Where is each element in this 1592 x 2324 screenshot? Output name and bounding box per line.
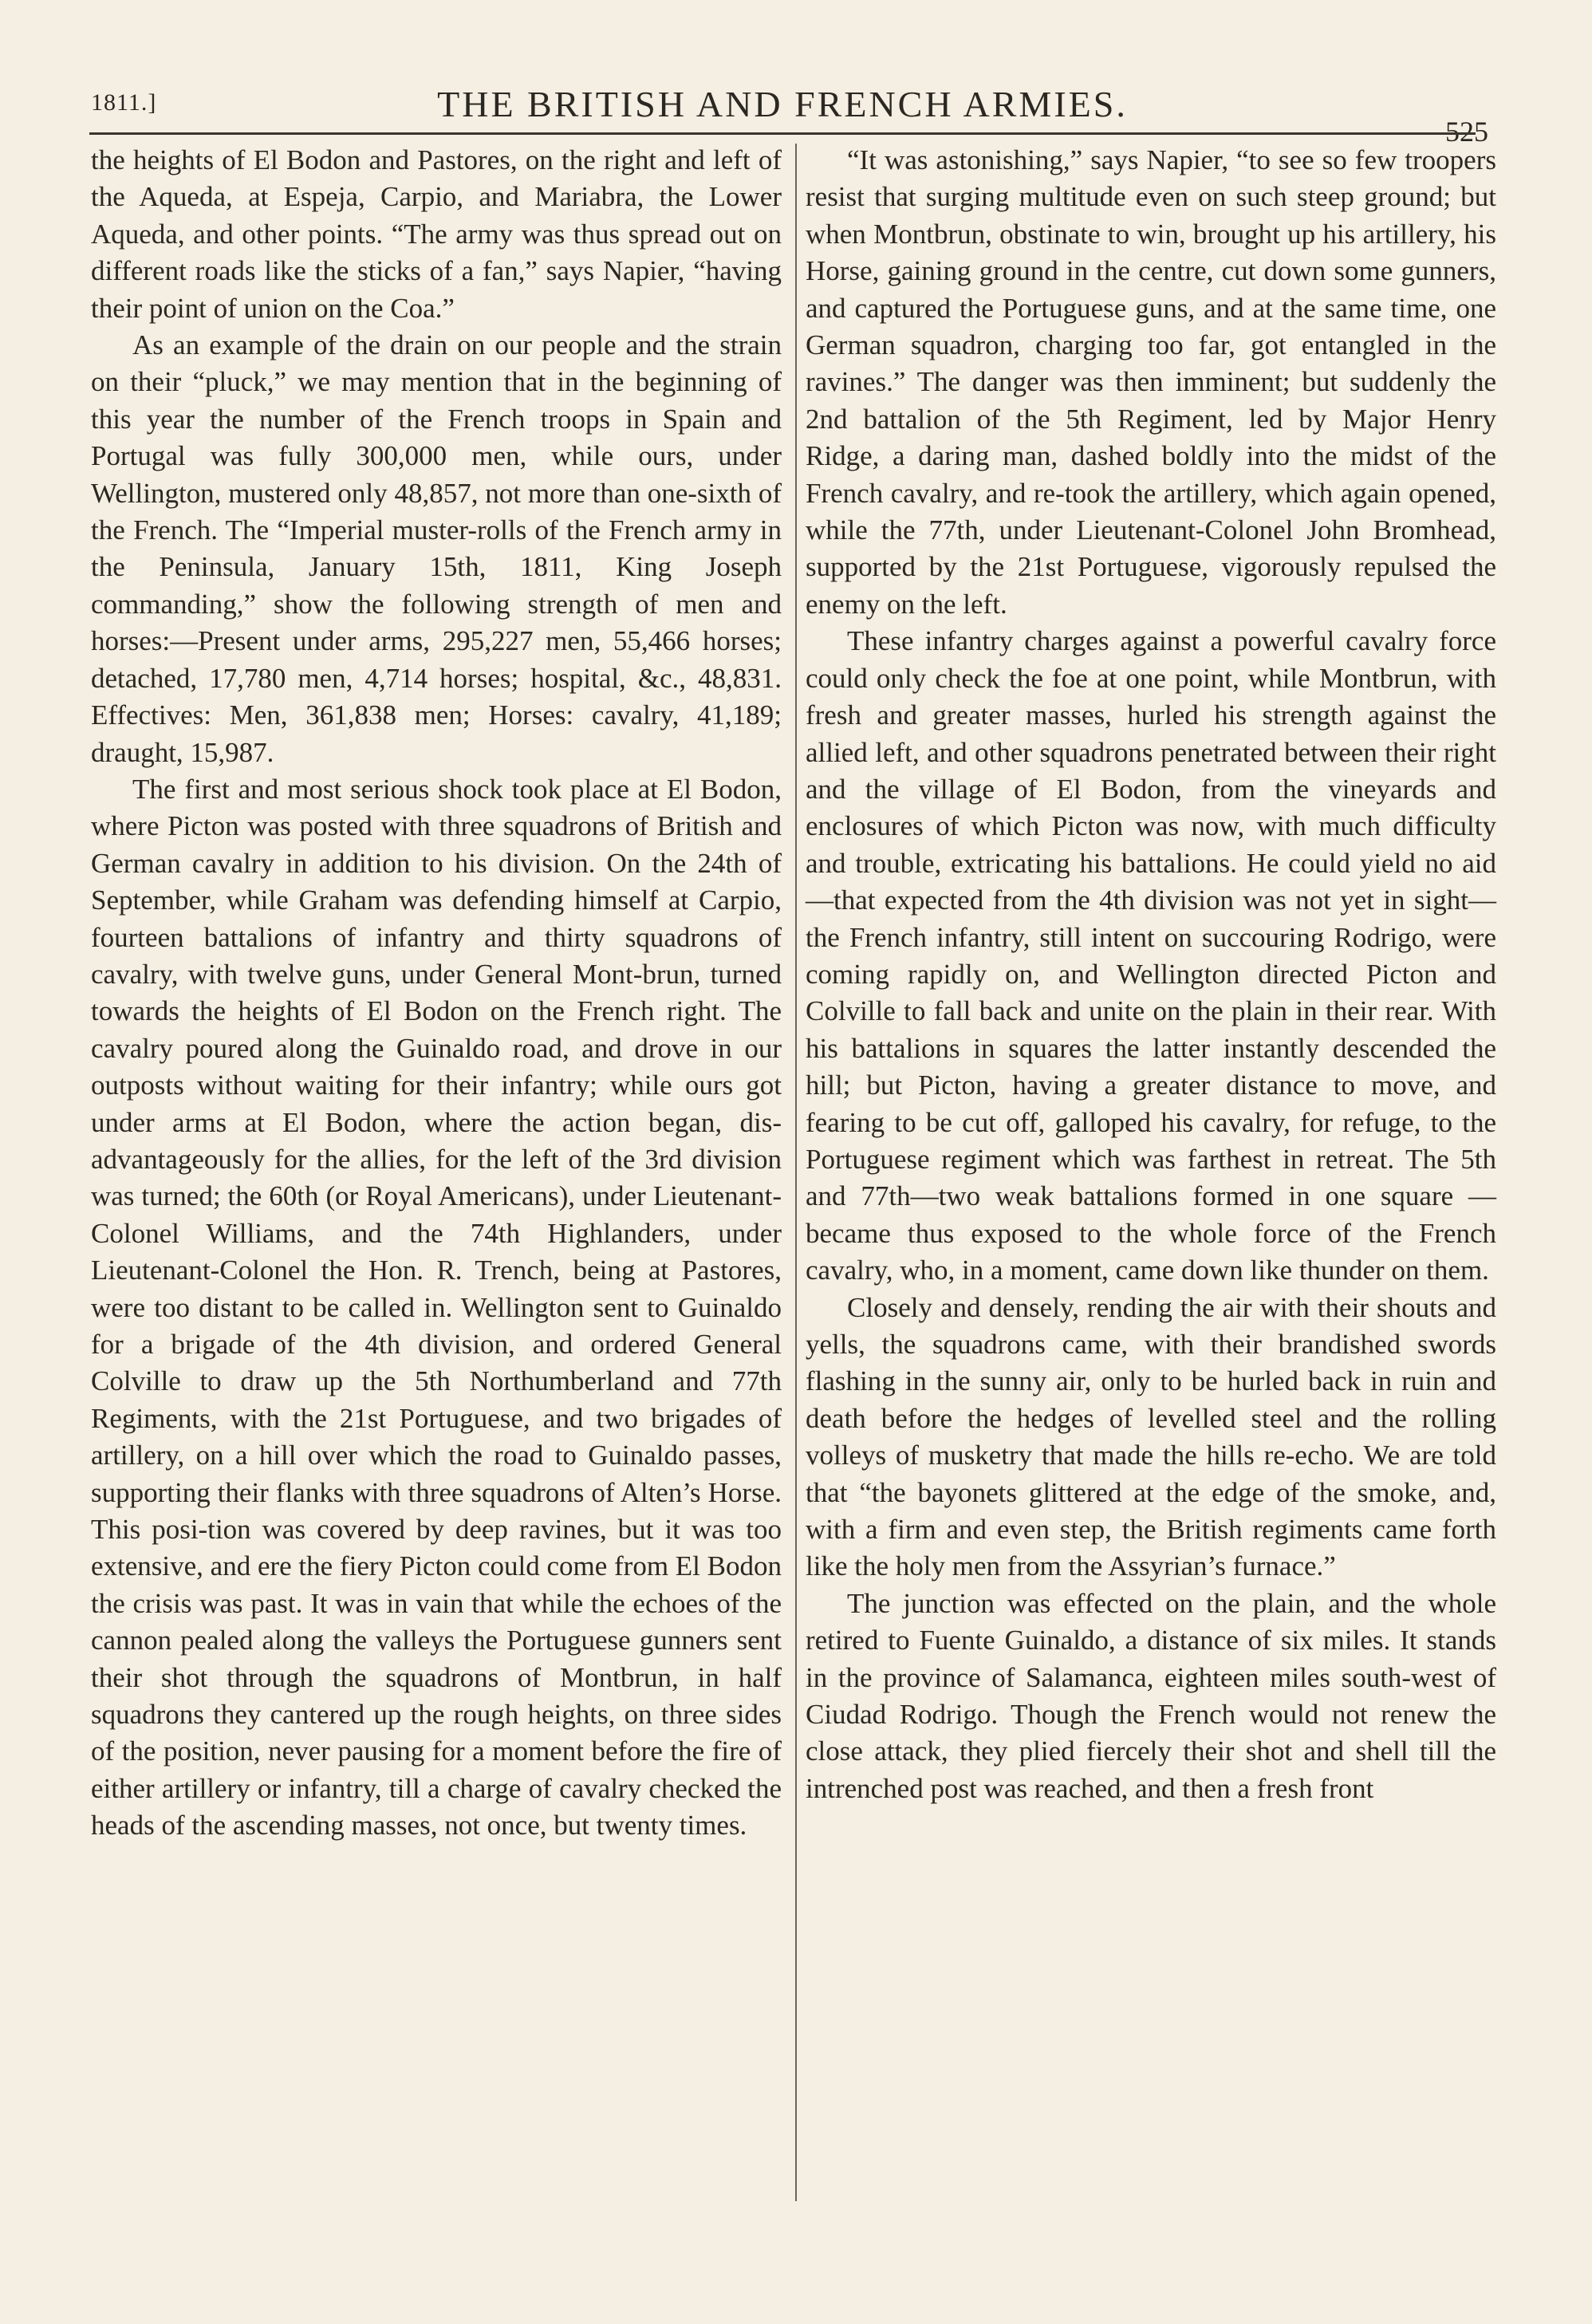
paragraph: “It was astonishing,” says Napier, “to see so few troopers resist that surging multitude even on such steep ground; but when Montbrun, obstinate to win, brought up his artillery, his Horse, gaining ground in the centre, cut down some gunners, and captured the Portuguese guns, and at the same time, one German squadron, charging too far, got entangled in the ravines.” The danger was then imminent; but suddenly the 2nd battalion of the 5th Regiment, led by Major Henry Ridge, a daring man, dashed boldly into the midst of the French cavalry, and re-took the artillery, which again opened, while the 77th, under Lieutenant-Colonel John Bromhead, supported by the 21st Portuguese, vigorously repulsed the enemy on the left. [806,144,1496,620]
paragraph: These infantry charges against a powerful cavalry force could only check the foe at one point, while Montbrun, with fresh and greater masses, hurled his strength against the allied left, and other squadrons penetrated between their right and the village of El Bodon, from the vineyards and enclosures of which Picton was now, with much difficulty and trouble, extricating his battalions. He could yield no aid—that expected from the 4th division was not yet in sight—the French infantry, still intent on succouring Rodrigo, were coming rapidly on, and Wellington directed Picton and Colville to fall back and unite on the plain in their rear. With his battalions in squares the latter instantly descended the hill; but Picton, having a greater distance to move, and fearing to be cut off, galloped his cavalry, for refuge, to the Portuguese regiment which was farthest in retreat. The 5th and 77th—two weak battalions formed in one square — became thus exposed to the whole force of the French cavalry, who, in a moment, came down like thunder on them. [806,625,1496,1286]
paragraph: the heights of El Bodon and Pastores, on the right and left of the Aqueda, at Espeja, Carpio, and Mariabra, the Lower Aqueda, and other points. “The army was thus spread out on different roads like the sticks of a fan,” says Napier, “having their point of union on the Coa.” [91,144,782,324]
right-column [806,142,1496,1807]
paragraph: The junction was effected on the plain, and the whole retired to Fuente Guinaldo, a distance of six miles. It stands in the province of Salamanca, eighteen miles south-west of Ciudad Rodrigo. Though the French would not renew the close attack, they plied fiercely their shot and shell till the intrenched post was reached, and then a fresh front [806,1587,1496,1804]
running-header [89,83,1488,148]
paragraph: Closely and densely, rending the air with their shouts and yells, the squadrons came, with their brandished swords flashing in the sunny air, only to be hurled back in ruin and death before the hedges of levelled steel and the rolling volleys of musketry that made the hills re-echo. We are told that “the bayonets glittered at the edge of the smoke, and, with a firm and even step, the British regiments came forth like the holy men from the Assyrian’s furnace.” [806,1291,1496,1582]
header-rule [89,132,1476,135]
header-date: 1811.] [91,89,157,116]
page-number: 525 [1445,116,1488,148]
page-title: THE BRITISH AND FRENCH ARMIES. [437,84,1128,124]
column-divider [795,144,797,2201]
paragraph: The first and most serious shock took place at El Bodon, where Picton was posted with three squadrons of British and German cavalry in addition to his division. On the 24th of September, while Graham was defending himself at Carpio, fourteen battalions of infantry and thirty squadrons of cavalry, with twelve guns, under General Mont-brun, turned towards the heights of El Bodon on the French right. The cavalry poured along the Guinaldo road, and drove in our outposts without waiting for their infantry; while ours got under arms at El Bodon, where the action began, dis-advantageously for the allies, for the left of the 3rd division was turned; the 60th (or Royal Americans), under Lieutenant-Colonel Williams, and the 74th Highlanders, under Lieutenant-Colonel the Hon. R. Trench, being at Pastores, were too distant to be called in. Wellington sent to Guinaldo for a brigade of the 4th division, and ordered General Colville to draw up the 5th Northumberland and 77th Regiments, with the 21st Portuguese, and two brigades of artillery, on a hill over which the road to Guinaldo passes, supporting their flanks with three squadrons of Alten’s Horse. This posi-tion was covered by deep ravines, but it was too extensive, and ere the fiery Picton could come from El Bodon the crisis was past. It was in vain that while the echoes of the cannon pealed along the valleys the Portuguese gunners sent their shot through the squadrons of Montbrun, in half squadrons they cantered up the rough heights, on three sides of the position, never pausing for a moment before the fire of either artillery or infantry, till a charge of cavalry checked the heads of the ascending masses, not once, but twenty times. [91,773,782,1841]
left-column [91,142,782,1845]
paragraph: As an example of the drain on our people and the strain on their “pluck,” we may mention that in the beginning of this year the number of the French troops in Spain and Portugal was fully 300,000 men, while ours, under Wellington, mustered only 48,857, not more than one-sixth of the French. The “Imperial muster-rolls of the French army in the Peninsula, January 15th, 1811, King Joseph commanding,” show the following strength of men and horses:—Present under arms, 295,227 men, 55,466 horses; detached, 17,780 men, 4,714 horses; hospital, &c., 48,831. Effectives: Men, 361,838 men; Horses: cavalry, 41,189; draught, 15,987. [91,329,782,768]
